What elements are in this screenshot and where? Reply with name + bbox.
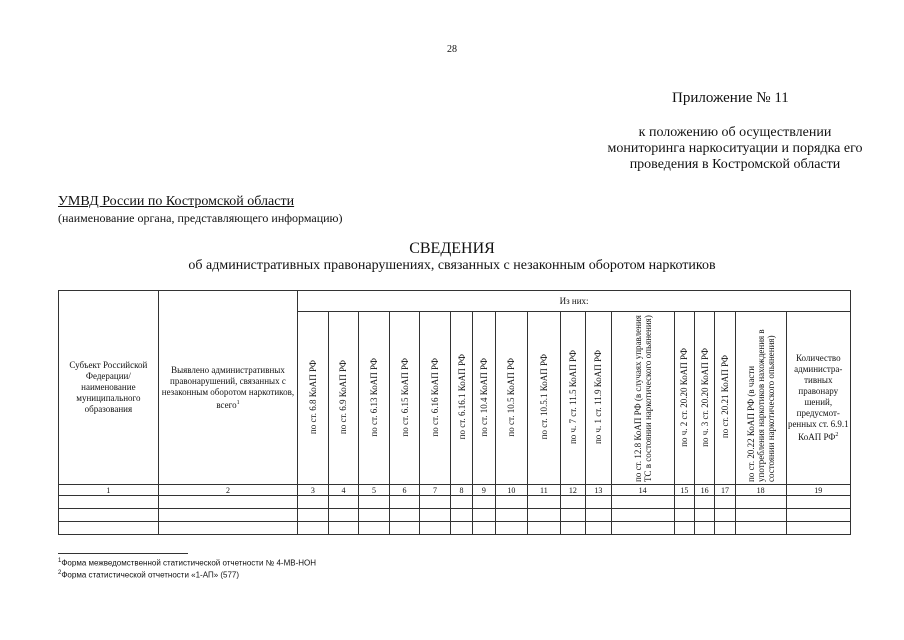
- header-col-18: [735, 312, 786, 485]
- table-cell[interactable]: [359, 509, 390, 522]
- header-col-18-label: по ст. 20.22 КоАП РФ (в части употребления наркотиков нахождения в состоянии наркотического опьянения): [745, 329, 776, 482]
- table-cell[interactable]: [59, 496, 159, 509]
- table-cell[interactable]: [298, 509, 329, 522]
- table-cell[interactable]: [420, 496, 451, 509]
- column-number: 15: [674, 485, 694, 496]
- column-number: 1: [59, 485, 159, 496]
- table-cell[interactable]: [59, 509, 159, 522]
- table-cell[interactable]: [359, 522, 390, 535]
- table-cell[interactable]: [586, 496, 611, 509]
- table-cell[interactable]: [450, 509, 472, 522]
- table-cell[interactable]: [786, 509, 850, 522]
- column-number: 2: [158, 485, 297, 496]
- footnote-2-mark: 2: [58, 570, 62, 576]
- footnote-ref-1: 1: [236, 399, 240, 406]
- table-cell[interactable]: [695, 496, 715, 509]
- table-cell[interactable]: [786, 496, 850, 509]
- table-cell[interactable]: [715, 522, 735, 535]
- column-number: 7: [420, 485, 451, 496]
- table-cell[interactable]: [586, 522, 611, 535]
- table-cell[interactable]: [560, 522, 585, 535]
- header-group: [298, 291, 851, 312]
- header-col-6-label: по ст. 6.15 КоАП РФ: [399, 357, 410, 437]
- table-cell[interactable]: [528, 496, 561, 509]
- table-cell[interactable]: [495, 496, 528, 509]
- table-cell[interactable]: [586, 509, 611, 522]
- table-cell[interactable]: [473, 522, 495, 535]
- column-number-row: [59, 485, 851, 496]
- table-cell[interactable]: [560, 496, 585, 509]
- column-number: 6: [389, 485, 420, 496]
- document-subtitle: об административных правонарушениях, связанных с незаконным оборотом наркотиков: [188, 258, 716, 273]
- header-col-16-label: по ч. 3 ст. 20.20 КоАП РФ: [699, 347, 710, 447]
- footnote-2: [58, 570, 239, 580]
- header-col-4: [328, 312, 359, 485]
- table-cell[interactable]: [473, 496, 495, 509]
- column-number: 3: [298, 485, 329, 496]
- table-cell[interactable]: [328, 509, 359, 522]
- column-number: 8: [450, 485, 472, 496]
- footnote-1-mark: 1: [58, 558, 62, 564]
- table-cell[interactable]: [389, 509, 420, 522]
- header-subject-label: Субъект Российской Федерации/ наименование муниципального образования: [69, 360, 148, 414]
- table-cell[interactable]: [328, 496, 359, 509]
- table-cell[interactable]: [298, 496, 329, 509]
- header-col-17: [715, 312, 735, 485]
- table-cell[interactable]: [420, 509, 451, 522]
- table-cell[interactable]: [786, 522, 850, 535]
- table-cell[interactable]: [495, 509, 528, 522]
- column-number: 12: [560, 485, 585, 496]
- report-table: [58, 290, 851, 535]
- page-number: 28: [447, 44, 457, 55]
- table-cell[interactable]: [328, 522, 359, 535]
- header-col-5: [359, 312, 390, 485]
- table-cell[interactable]: [359, 496, 390, 509]
- header-col-19: [786, 312, 850, 485]
- column-number: 16: [695, 485, 715, 496]
- header-col-9: [473, 312, 495, 485]
- table-cell[interactable]: [695, 509, 715, 522]
- table-cell[interactable]: [473, 509, 495, 522]
- header-group-label: Из них:: [559, 296, 589, 306]
- table-cell[interactable]: [389, 522, 420, 535]
- column-number: 4: [328, 485, 359, 496]
- table-cell[interactable]: [420, 522, 451, 535]
- header-col-13-label: по ч. 1 ст. 11.9 КоАП РФ: [593, 349, 604, 445]
- header-col-3: [298, 312, 329, 485]
- table-cell[interactable]: [495, 522, 528, 535]
- footnote-1: [58, 558, 316, 568]
- column-number: 11: [528, 485, 561, 496]
- header-col-8-label: по ст. 6.16.1 КоАП РФ: [456, 354, 467, 440]
- table-cell[interactable]: [735, 496, 786, 509]
- column-number: 10: [495, 485, 528, 496]
- header-col-12: [560, 312, 585, 485]
- appendix-title: Приложение № 11: [672, 90, 789, 106]
- column-number: 9: [473, 485, 495, 496]
- table-cell[interactable]: [158, 496, 297, 509]
- table-cell[interactable]: [674, 496, 694, 509]
- document-title: СВЕДЕНИЯ: [409, 240, 495, 257]
- footnote-divider: [58, 553, 188, 554]
- table-cell[interactable]: [715, 496, 735, 509]
- table-cell[interactable]: [611, 522, 674, 535]
- column-number: 19: [786, 485, 850, 496]
- table-cell[interactable]: [158, 509, 297, 522]
- header-col-14-label: по ст. 12.8 КоАП РФ (в случаях управления ТС в состоянии наркотического опьянения): [632, 315, 653, 482]
- header-col-13: [586, 312, 611, 485]
- header-subject: [59, 291, 159, 485]
- table-cell[interactable]: [695, 522, 715, 535]
- header-col-11: [528, 312, 561, 485]
- header-col-14: [611, 312, 674, 485]
- header-col-11-label: по ст. 10.5.1 КоАП РФ: [538, 354, 549, 440]
- column-number: 14: [611, 485, 674, 496]
- header-col-10: [495, 312, 528, 485]
- header-col-19-label: Количество администра- тивных правонару шений, предусмот- ренных ст. 6.9.1 КоАП РФ: [787, 353, 849, 442]
- header-col-4-label: по ст. 6.9 КоАП РФ: [338, 359, 349, 435]
- table-row: [59, 496, 851, 509]
- footnote-1-text: Форма межведомственной статистической отчетности № 4-МВ-НОН: [61, 558, 317, 568]
- header-col-5-label: по ст. 6.13 КоАП РФ: [368, 357, 379, 437]
- footnote-2-text: Форма статистической отчетности «1-АП» (577): [61, 570, 240, 580]
- table-cell[interactable]: [674, 509, 694, 522]
- footnote-ref-2: 2: [835, 432, 839, 438]
- column-number: 5: [359, 485, 390, 496]
- table-cell[interactable]: [611, 509, 674, 522]
- header-col-7: [420, 312, 451, 485]
- column-number: 13: [586, 485, 611, 496]
- table-cell[interactable]: [450, 496, 472, 509]
- table-cell[interactable]: [528, 509, 561, 522]
- header-col-15-label: по ч. 2 ст. 20.20 КоАП РФ: [679, 347, 690, 447]
- header-total-label: Выявлено административных правонарушений, связанных с незаконным оборотом наркотиков, всего: [161, 364, 295, 410]
- header-col-8: [450, 312, 472, 485]
- header-col-15: [674, 312, 694, 485]
- table-cell[interactable]: [298, 522, 329, 535]
- header-col-6: [389, 312, 420, 485]
- table-cell[interactable]: [528, 522, 561, 535]
- table-row: [59, 509, 851, 522]
- header-col-9-label: по ст. 10.4 КоАП РФ: [478, 357, 489, 437]
- table-row: [59, 522, 851, 535]
- header-col-3-label: по ст. 6.8 КоАП РФ: [307, 359, 318, 435]
- header-col-16: [695, 312, 715, 485]
- table-cell[interactable]: [450, 522, 472, 535]
- table-cell[interactable]: [735, 509, 786, 522]
- column-number: 18: [735, 485, 786, 496]
- organization-name: УМВД России по Костромской области: [58, 194, 295, 209]
- header-col-17-label: по ст. 20.21 КоАП РФ: [720, 355, 731, 439]
- header-total: [158, 291, 297, 485]
- table-cell[interactable]: [158, 522, 297, 535]
- table-cell[interactable]: [59, 522, 159, 535]
- header-col-10-label: по ст. 10.5 КоАП РФ: [506, 357, 517, 437]
- column-number: 17: [715, 485, 735, 496]
- table-cell[interactable]: [735, 522, 786, 535]
- header-col-12-label: по ч. 7 ст. 11.5 КоАП РФ: [567, 349, 578, 445]
- organization-note: (наименование органа, представляющего информацию): [58, 211, 343, 225]
- table-cell[interactable]: [560, 509, 585, 522]
- table-cell[interactable]: [389, 496, 420, 509]
- table-cell[interactable]: [674, 522, 694, 535]
- header-col-7-label: по ст. 6.16 КоАП РФ: [430, 357, 441, 437]
- table-cell[interactable]: [611, 496, 674, 509]
- table-cell[interactable]: [715, 509, 735, 522]
- appendix-subtitle: к положению об осуществлении мониторинга наркоситуации и порядка его проведения в Костромской области: [607, 125, 863, 172]
